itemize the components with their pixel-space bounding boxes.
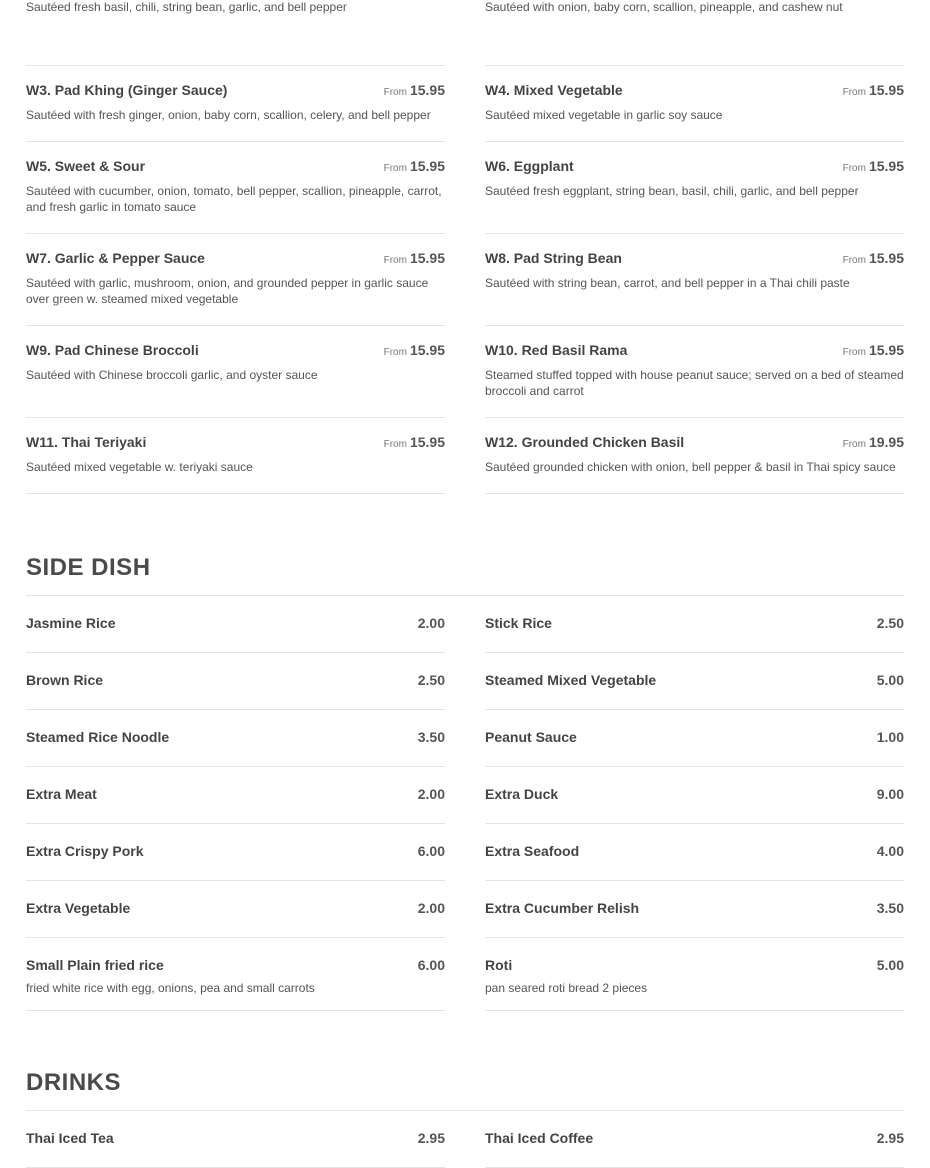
item-name: W11. Thai Teriyaki: [26, 434, 147, 450]
side-item[interactable]: [26, 596, 445, 653]
price-value: 15.95: [409, 434, 445, 450]
menu-item[interactable]: [485, 142, 904, 234]
item-price: [843, 434, 904, 450]
item-name: Extra Cucumber Relish: [485, 900, 640, 916]
side-item[interactable]: [485, 881, 904, 938]
item-price: 6.00: [417, 957, 445, 973]
item-name: Stick Rice: [485, 615, 552, 631]
price-prefix: From: [383, 163, 407, 174]
item-price: 5.00: [876, 672, 904, 688]
drinks-grid: [26, 1111, 904, 1168]
item-price: 2.00: [417, 900, 445, 916]
item-price: 2.95: [876, 1130, 904, 1146]
item-description: Sautéed with onion, baby corn, scallion, pineapple, and cashew nut: [485, 0, 843, 14]
item-name: Steamed Rice Noodle: [26, 729, 170, 745]
item-name: Extra Seafood: [485, 843, 580, 859]
item-name: Thai Iced Tea: [26, 1130, 114, 1146]
item-price: [843, 158, 904, 174]
price-prefix: From: [842, 439, 866, 450]
item-name: Thai Iced Coffee: [485, 1130, 594, 1146]
item-price: 2.50: [876, 615, 904, 631]
price-prefix: From: [842, 87, 866, 98]
side-item[interactable]: [26, 938, 445, 1011]
menu-item[interactable]: [485, 326, 904, 418]
price-value: 15.95: [409, 342, 445, 358]
item-name: W9. Pad Chinese Broccoli: [26, 342, 199, 358]
side-item[interactable]: [26, 653, 445, 710]
side-item[interactable]: [485, 767, 904, 824]
side-dish-grid: [26, 596, 904, 1011]
price-prefix: From: [383, 87, 407, 98]
item-description: Sautéed with cucumber, onion, tomato, bell pepper, scallion, pineapple, carrot, and fresh garlic in tomato sauce: [26, 184, 442, 214]
item-description: Sautéed with garlic, mushroom, onion, and grounded pepper in garlic sauce over green w. steamed mixed vegetable: [26, 276, 429, 306]
item-name: Extra Meat: [26, 786, 97, 802]
item-price: [843, 342, 904, 358]
item-price: [384, 250, 445, 266]
menu-page: [26, 0, 904, 1168]
section-title-drinks: DRINKS: [26, 1069, 904, 1111]
price-prefix: From: [383, 255, 407, 266]
menu-item[interactable]: [26, 418, 445, 494]
item-price: 1.00: [876, 729, 904, 745]
price-value: 15.95: [868, 342, 904, 358]
item-price: 2.50: [417, 672, 445, 688]
item-price: [384, 82, 445, 98]
menu-item[interactable]: [26, 326, 445, 418]
item-price: [384, 434, 445, 450]
menu-item[interactable]: [26, 234, 445, 326]
item-price: 5.00: [876, 957, 904, 973]
item-price: [384, 342, 445, 358]
item-name: Brown Rice: [26, 672, 104, 688]
item-price: 2.95: [417, 1130, 445, 1146]
side-item[interactable]: [26, 710, 445, 767]
item-price: [843, 82, 904, 98]
item-description: Sautéed fresh basil, chili, string bean, garlic, and bell pepper: [26, 0, 347, 14]
main-dish-grid: [26, 0, 904, 494]
price-prefix: From: [842, 347, 866, 358]
item-name: W7. Garlic & Pepper Sauce: [26, 250, 205, 266]
side-item[interactable]: [485, 596, 904, 653]
price-value: 15.95: [868, 250, 904, 266]
price-value: 15.95: [868, 82, 904, 98]
item-price: 3.50: [876, 900, 904, 916]
item-price: 2.00: [417, 615, 445, 631]
item-name: Peanut Sauce: [485, 729, 577, 745]
price-value: 19.95: [868, 434, 904, 450]
item-name: W10. Red Basil Rama: [485, 342, 628, 358]
item-name: W6. Eggplant: [485, 158, 574, 174]
item-name: W5. Sweet & Sour: [26, 158, 146, 174]
item-name: Small Plain fried rice: [26, 957, 164, 973]
section-title-side-dish: SIDE DISH: [26, 554, 904, 596]
side-item[interactable]: [485, 824, 904, 881]
item-description: Sautéed with string bean, carrot, and bell pepper in a Thai chili paste: [485, 276, 850, 290]
side-item[interactable]: [26, 881, 445, 938]
item-price: 4.00: [876, 843, 904, 859]
item-description: Steamed stuffed topped with house peanut sauce; served on a bed of steamed broccoli and carrot: [485, 368, 904, 398]
price-value: 15.95: [409, 82, 445, 98]
item-price: 6.00: [417, 843, 445, 859]
menu-item[interactable]: [485, 234, 904, 326]
price-prefix: From: [383, 439, 407, 450]
item-name: W3. Pad Khing (Ginger Sauce): [26, 82, 228, 98]
side-item[interactable]: [485, 938, 904, 1011]
item-name: W8. Pad String Bean: [485, 250, 622, 266]
item-price: 9.00: [876, 786, 904, 802]
item-price: 3.50: [417, 729, 445, 745]
side-item[interactable]: [485, 710, 904, 767]
item-name: Roti: [485, 957, 513, 973]
menu-item[interactable]: [26, 0, 445, 66]
item-price: [384, 158, 445, 174]
price-value: 15.95: [409, 158, 445, 174]
item-name: Steamed Mixed Vegetable: [485, 672, 657, 688]
menu-item[interactable]: [485, 418, 904, 494]
item-name: Extra Duck: [485, 786, 559, 802]
drink-item[interactable]: [26, 1111, 445, 1168]
item-price: [843, 250, 904, 266]
price-prefix: From: [842, 163, 866, 174]
item-description: Sautéed with Chinese broccoli garlic, and oyster sauce: [26, 368, 318, 382]
price-prefix: From: [383, 347, 407, 358]
side-item[interactable]: [26, 767, 445, 824]
item-description: pan seared roti bread 2 pieces: [485, 981, 648, 995]
drink-item[interactable]: [485, 1111, 904, 1168]
item-name: Jasmine Rice: [26, 615, 116, 631]
item-description: Sautéed grounded chicken with onion, bell pepper & basil in Thai spicy sauce: [485, 460, 896, 474]
price-value: 15.95: [409, 250, 445, 266]
price-value: 15.95: [868, 158, 904, 174]
item-name: Extra Vegetable: [26, 900, 131, 916]
item-description: Sautéed with fresh ginger, onion, baby corn, scallion, celery, and bell pepper: [26, 108, 431, 122]
price-prefix: From: [842, 255, 866, 266]
item-name: W12. Grounded Chicken Basil: [485, 434, 685, 450]
side-item[interactable]: [26, 824, 445, 881]
item-name: Extra Crispy Pork: [26, 843, 144, 859]
menu-item[interactable]: [485, 0, 904, 66]
side-item[interactable]: [485, 653, 904, 710]
item-description: Sautéed mixed vegetable w. teriyaki sauce: [26, 460, 253, 474]
item-description: Sautéed mixed vegetable in garlic soy sauce: [485, 108, 723, 122]
menu-item[interactable]: [26, 142, 445, 234]
item-description: Sautéed fresh eggplant, string bean, basil, chili, garlic, and bell pepper: [485, 184, 859, 198]
menu-item[interactable]: [485, 66, 904, 142]
item-description: fried white rice with egg, onions, pea and small carrots: [26, 981, 315, 995]
item-name: W4. Mixed Vegetable: [485, 82, 623, 98]
item-price: 2.00: [417, 786, 445, 802]
menu-item[interactable]: [26, 66, 445, 142]
